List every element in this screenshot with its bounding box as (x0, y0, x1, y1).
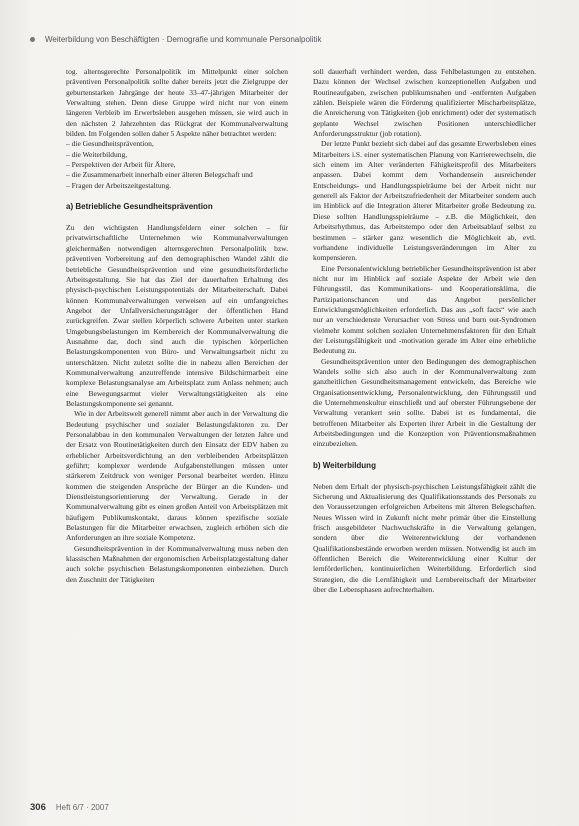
body-paragraph: Neben dem Erhalt der physisch-psychischen Leistungsfähigkeit zählt die Sicherung und Aktualisierung des Qualifikationsstands des Personals zu den Voraussetzungen erfolgreichen Arbeitens mit älteren Belegschaften. Neues Wissen wird in Zukunft nicht mehr primär über die Einstellung frisch ausgebildeter Nachwuchskräfte in die Verwaltung gelangen, sondern über die Weiterentwicklung der vorhandenen Qualifikationsbestände erworben werden müssen. Notwendig ist auch im öffentlichen Bereich die Weiterentwicklung einer Kultur der lernförderlichen, kontinuierlichen Weiterbildung. Erforderlich sind Strategien, die die Lernfähigkeit und Lernbereitschaft der Mitarbeiter über die Lebensphasen aufrechterhalten. (313, 481, 536, 595)
list-item: – die Weiterbildung, (66, 150, 288, 160)
list-item: – die Gesundheitsprävention, (66, 139, 288, 149)
list-item: – die Zusammenarbeit innerhalb einer älteren Belegschaft und (66, 170, 288, 180)
aspect-list (66, 139, 288, 191)
running-header (30, 35, 549, 44)
body-paragraph: Eine Personalentwicklung betrieblicher Gesundheitsprävention ist aber nicht nur im Hinblick auf soziale Aspekte der Arbeit wie den Führungsstil, das Kommunikations- und Kooperationsklima, die Partizipationschancen und das Angebot persönlicher Entwicklungsmöglichkeiten erforderlich. Das aus „soft facts“ wie auch nur an verschiedenste Verursacher von Stress und burn out-Syndromen vielmehr kommt solchen sozialen Unternehmensfaktoren für den Erhalt der Leistungsfähigkeit und -motivation gerade im Alter eine erhebliche Bedeutung zu. (313, 263, 536, 356)
list-item: – Perspektiven der Arbeit für Ältere, (66, 160, 288, 170)
section-heading-b: b) Weiterbildung (313, 460, 376, 470)
body-paragraph: Gesundheitsprävention unter den Bedingungen des demographischen Wandels sollte sich also auch in der Kommunalverwaltung zum ganzheitlichen Gesundheitsmanagement entwickeln, das Bereiche wie Organisationsentwicklung, Personalentwicklung, den Führungsstil und die Unternehmenskultur einschließt und auf oberster Führungsebene der Verwaltung verankert sein sollte. Dabei ist es fundamental, die betroffenen Mitarbeiter als Experten ihrer Arbeit in die Gestaltung der Arbeitsbedingungen und die Konzeption von Präventionsmaßnahmen einzubeziehen. (313, 356, 536, 449)
body-paragraph: Zu den wichtigsten Handlungsfeldern einer solchen – für privatwirtschaftliche Unternehmen wie Kommunalverwaltungen gleichermaßen notwendigen alternsgerechten Personalpolitik bzw. präventiven Vorbereitung auf den demographischen Wandel zählt die betriebliche Gesundheitsprävention und eine gesundheitsförderliche Arbeitsgestaltung. Sie hat das Ziel der dauerhaften Erhaltung des physisch-psychischen Leistungspotentials der Mitarbeiterschaft. Dabei können Kommunalverwaltungen verweisen auf ein umfangreiches Angebot der Unfallversicherungsträger der öffentlichen Hand zurückgreifen. Zwar stellen körperlich schwere Arbeiten unter starken Umgebungsbelastungen im Kernbereich der Kommunalverwaltung die Ausnahme dar, doch sind auch die typischen körperlichen Belastungskomponenten von Büro- und Verwaltungsarbeit nicht zu unterschätzen. Nicht zuletzt sollte die in nahezu allen Bereichen der Kommunalverwaltung anzutreffende intensive Bildschirmarbeit eine komplexe Belastungsanalyse am Arbeitsplatz zum Anlass nehmen; auch eine Bewegungsarmut vieler Verwaltungstätigkeiten als eine Belastungskomponente sei genannt. (66, 223, 288, 408)
running-title: Weiterbildung von Beschäftigten · Demografie und kommunale Personalpolitik (45, 35, 322, 44)
body-paragraph: Gesundheitsprävention in der Kommunalverwaltung muss neben den klassischen Maßnahmen der ergonomischen Arbeitsplatzgestaltung daher auch solche psychischen Belastungskomponenten einbeziehen. Durch den Zuschnitt der Tätigkeiten (66, 543, 288, 584)
left-column (66, 67, 288, 585)
body-paragraph: Wie in der Arbeitswelt generell nimmt aber auch in der Verwaltung die Bedeutung psychischer und sozialer Belastungsfaktoren zu. Der Personalabbau in den kommunalen Verwaltungen der letzten Jahre und der Ersatz von Routinetätigkeiten durch den Einsatz der EDV haben zu erheblicher Arbeitsverdichtung an den verbleibenden Arbeitsplätzen geführt; komplexer werdende Aufgabenstellungen müssen unter stärkerem Zeitdruck von weniger Personal bearbeitet werden. Hinzu kommen die steigenden Ansprüche der Bürger an die Kunden- und Dienstleistungsorientierung der Verwaltung. Gerade in der Kommunalverwaltung gibt es einen großen Anteil von Arbeitsplätzen mit häufigem Publikumskontakt, daraus können spezifische soziale Belastungen für die Mitarbeiter erwachsen, zugleich erhöhen sich die Anforderungen an ihre soziale Kompetenz. (66, 409, 288, 543)
body-paragraph: Der letzte Punkt bezieht sich dabei auf das gesamte Erwerbsleben eines Mitarbeiters i.S. einer systematischen Planung von Karrierewechseln, die sich einem im Alter veränderten Fähigkeitsprofil des Mitarbeiters anpassen. Dabei kommt dem Vorhandensein ausreichender Entscheidungs- und Handlungsspielräume bei der Arbeit nicht nur generell als Faktor der Arbeitszufriedenheit der Mitarbeiter sondern auch im Hinblick auf die Integration älterer Mitarbeiter große Bedeutung zu. Diese sollten Handlungsspielräume – z.B. die Möglichkeit, den Arbeitsrhythmus, das Arbeitstempo oder den Arbeitsablauf selbst zu bestimmen – stärker ganz wesentlich die Möglichkeit ab, evtl. vorhandene individuelle Leistungsveränderungen im Alter zu kompensieren. (313, 139, 536, 263)
issue-label: Heft 6/7 · 2007 (55, 803, 109, 812)
right-column (313, 67, 536, 596)
page-number: 306 (30, 802, 46, 813)
body-paragraph: soll dauerhaft verhindert werden, dass Fehlbelastungen zu entstehen. Dazu können der Wechsel zwischen konzeptionellen Aufgaben und Routineaufgaben, zwischen publikumsnahen und -entfernten Aufgaben zählen. Beispiele wären die Förderung qualifizierter Mischarbeitsplätze, die Anreicherung von Tätigkeiten (job enrichment) oder der systematisch geplante Wechsel zwischen Positionen unterschiedlicher Anforderungsstruktur (job rotation). (313, 67, 536, 139)
intro-paragraph: tog. alternsgerechte Personalpolitik im Mittelpunkt einer solchen präventiven Personalpolitik sollte daher bereits jetzt die Zielgruppe der geburtenstarken Jahrgänge der heute 33–47-jährigen Mitarbeiter der Verwaltung stehen. Denn diese Gruppe wird nicht nur von einem längeren Verbleib im Erwerbsleben ausgehen müssen, sie wird auch in den nächsten 2 Jahrzehnten das Rückgrat der Kommunalverwaltung bilden. Im Folgenden sollen daher 5 Aspekte näher betrachtet werden: (66, 67, 288, 139)
bullet-icon (30, 37, 35, 42)
list-item: – Fragen der Arbeitszeitgestaltung. (66, 181, 288, 191)
page-footer (30, 802, 109, 813)
section-heading-a: a) Betriebliche Gesundheitsprävention (66, 202, 213, 212)
